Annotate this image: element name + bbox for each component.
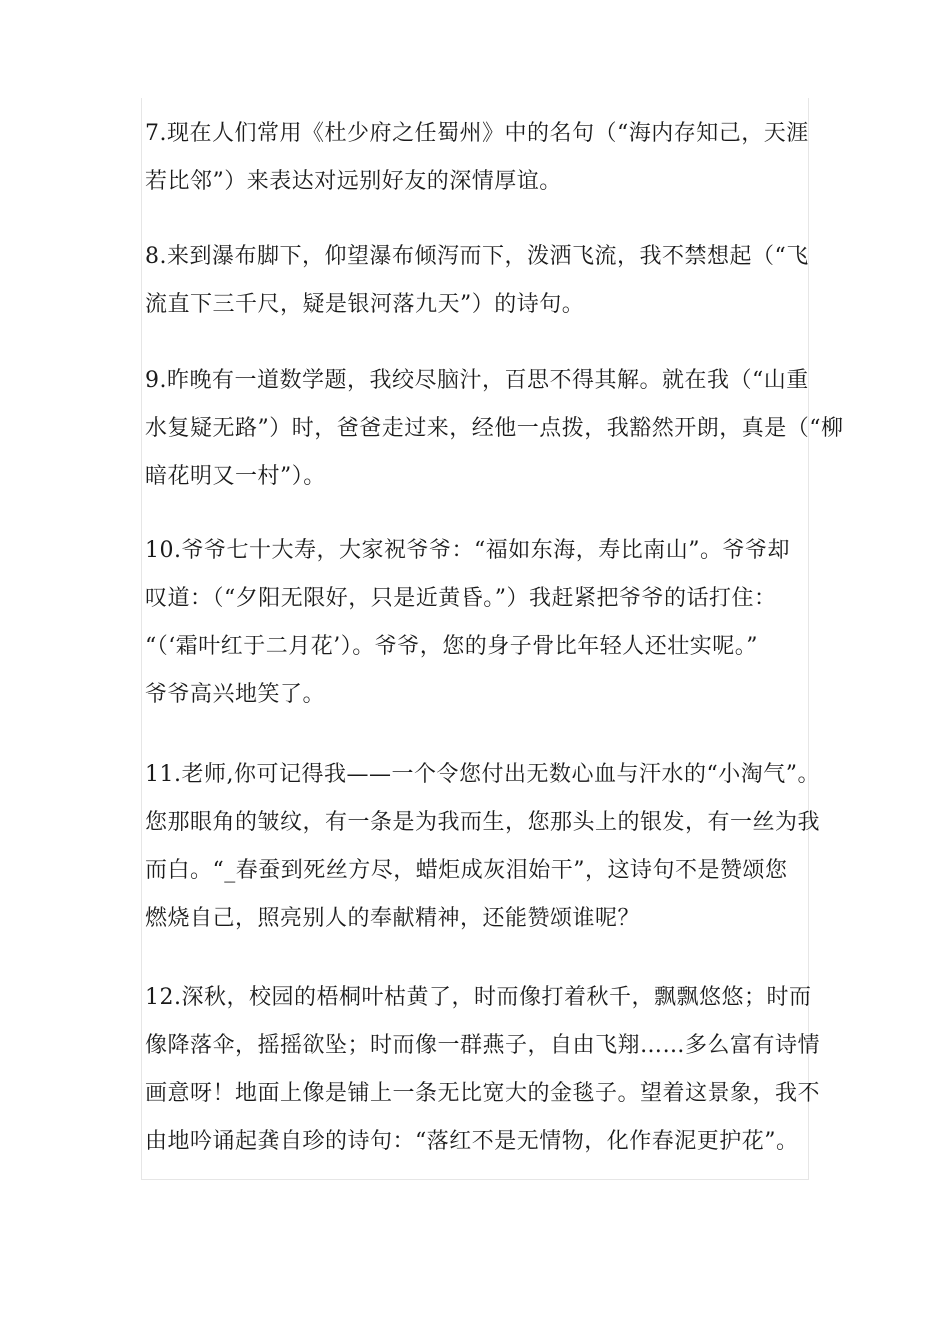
paragraph-line: 11.老师,你可记得我——一个令您付出无数心血与汗水的“小淘气”。 bbox=[145, 762, 820, 787]
paragraph-line: 9.昨晚有一道数学题，我绞尽脑汁，百思不得其解。就在我（“山重 bbox=[145, 368, 809, 393]
paragraph-line: 画意呀！地面上像是铺上一条无比宽大的金毯子。望着这景象，我不 bbox=[145, 1081, 821, 1106]
question-10-paragraph bbox=[145, 527, 813, 719]
paragraph-line: 爷爷高兴地笑了。 bbox=[145, 682, 326, 707]
paragraph-line: 燃烧自己，照亮别人的奉献精神，还能赞颂谁呢？ bbox=[145, 906, 641, 931]
paragraph-line: 叹道：（“夕阳无限好，只是近黄昏。”）我赶紧把爷爷的话打住： bbox=[145, 586, 777, 611]
paragraph-line: 而白。“_春蚕到死丝方尽，蜡炬成灰泪始干”，这诗句不是赞颂您 bbox=[145, 858, 788, 883]
paragraph-line: “（‘霜叶红于二月花’）。爷爷，您的身子骨比年轻人还壮实呢。” bbox=[145, 634, 758, 659]
paragraph-line: 10.爷爷七十大寿，大家祝爷爷：“福如东海，寿比南山”。爷爷却 bbox=[145, 538, 790, 563]
paragraph-line: 流直下三千尺，疑是银河落九天”）的诗句。 bbox=[145, 292, 585, 317]
paragraph-line: 暗花明又一村”）。 bbox=[145, 464, 326, 489]
question-11-paragraph bbox=[145, 751, 821, 943]
question-7-paragraph bbox=[145, 110, 813, 206]
paragraph-line: 12.深秋，校园的梧桐叶枯黄了，时而像打着秋千，飘飘悠悠；时而 bbox=[145, 985, 812, 1010]
paragraph-line: 若比邻”）来表达对远别好友的深情厚谊。 bbox=[145, 169, 562, 194]
paragraph-line: 8.来到瀑布脚下，仰望瀑布倾泻而下，泼洒飞流，我不禁想起（“飞 bbox=[145, 244, 809, 269]
question-9-paragraph bbox=[145, 357, 844, 501]
paragraph-line: 水复疑无路”）时，爸爸走过来，经他一点拨，我豁然开朗，真是（“柳 bbox=[145, 416, 844, 441]
paragraph-line: 7.现在人们常用《杜少府之任蜀州》中的名句（“海内存知己，天涯 bbox=[145, 121, 809, 146]
question-12-paragraph bbox=[145, 974, 821, 1166]
paragraph-line: 像降落伞，摇摇欲坠；时而像一群燕子，自由飞翔……多么富有诗情 bbox=[145, 1033, 821, 1058]
paragraph-line: 由地吟诵起龚自珍的诗句：“落红不是无情物，化作春泥更护花”。 bbox=[145, 1129, 799, 1154]
question-8-paragraph bbox=[145, 233, 813, 329]
paragraph-line: 您那眼角的皱纹，有一条是为我而生，您那头上的银发，有一丝为我 bbox=[145, 810, 821, 835]
